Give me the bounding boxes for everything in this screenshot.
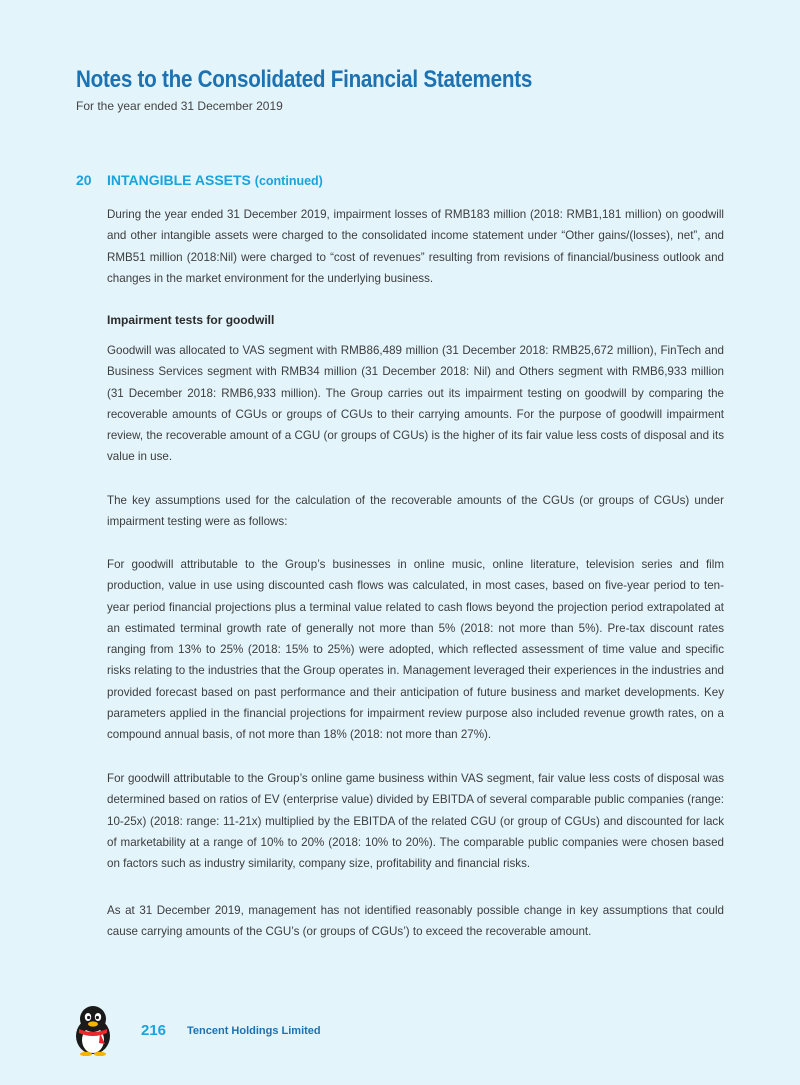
section-number: 20 (76, 172, 92, 188)
page-title: Notes to the Consolidated Financial Statements (76, 66, 533, 93)
paragraph-goodwill-allocation: Goodwill was allocated to VAS segment with RMB86,489 million (31 December 2018: RMB25,672 million), FinTech and Business Services segment with RMB34 million (31 December 2018: Nil) and Others segment with RMB6,933 million (31 December 2018: RMB6,933 million). The Group carries out its impairment testing on goodwill by comparing the recoverable amounts of CGUs or groups of CGUs to their carrying amounts. For the purpose of goodwill impairment review, the recoverable amount of a CGU (or groups of CGUs) is the higher of its fair value less costs of disposal and its value in use. (107, 344, 724, 464)
paragraph-conclusion: As at 31 December 2019, management has not identified reasonably possible change in key assumptions that could cause carrying amounts of the CGU’s (or groups of CGUs’) to exceed the recoverable amount. (107, 904, 724, 939)
paragraph-key-assumptions: The key assumptions used for the calculation of the recoverable amounts of the CGUs (or groups of CGUs) under impairment testing were as follows: (107, 494, 724, 529)
paragraph-value-in-use: For goodwill attributable to the Group’s businesses in online music, online literature, television series and film production, value in use using discounted cash flows was calculated, in most cases, based on five-year period to ten-year period financial projections plus a terminal value related to cash flows beyond the projection period extrapolated at an estimated terminal growth rate of generally not more than 5% (2018: not more than 5%). Pre-tax discount rates ranging from 13% to 25% (2018: 15% to 25%) were adopted, which reflected assessment of time value and specific risks relating to the industries that the Group operates in. Management leveraged their experiences in the industries and provided forecast based on past performance and their anticipation of future business and market developments. Key parameters applied in the financial projections for impairment review purpose also included revenue growth rates, on a compound annual basis, of not more than 18% (2018: not more than 27%). (107, 558, 724, 742)
page-subtitle: For the year ended 31 December 2019 (76, 99, 283, 113)
penguin-mascot-icon (70, 1004, 116, 1056)
section-continued: (continued) (254, 174, 323, 188)
subheading-impairment-tests: Impairment tests for goodwill (107, 313, 275, 327)
section-name: INTANGIBLE ASSETS (107, 172, 251, 188)
paragraph-fair-value: For goodwill attributable to the Group’s online game business within VAS segment, fair value less costs of disposal was determined based on ratios of EV (enterprise value) divided by EBITDA of several comparable public companies (range: 10-25x) (2018: range: 11-21x) multiplied by the EBITDA of the related CGU (or group of CGUs) and discounted for lack of marketability at a range of 10% to 20% (2018: 10% to 20%). The comparable public companies were chosen based on factors such as industry similarity, company size, profitability and financial risks. (107, 772, 724, 871)
company-name: Tencent Holdings Limited (187, 1025, 321, 1037)
paragraph-impairment-losses: During the year ended 31 December 2019, impairment losses of RMB183 million (2018: RMB1,181 million) on goodwill and other intangible assets were charged to the consolidated income statement under “Other gains/(losses), net”, and RMB51 million (2018:Nil) were charged to “cost of revenues” resulting from revisions of financial/business outlook and changes in the market environment for the underlying business. (107, 208, 724, 285)
page-number: 216 (141, 1022, 167, 1039)
section-heading (76, 172, 323, 188)
